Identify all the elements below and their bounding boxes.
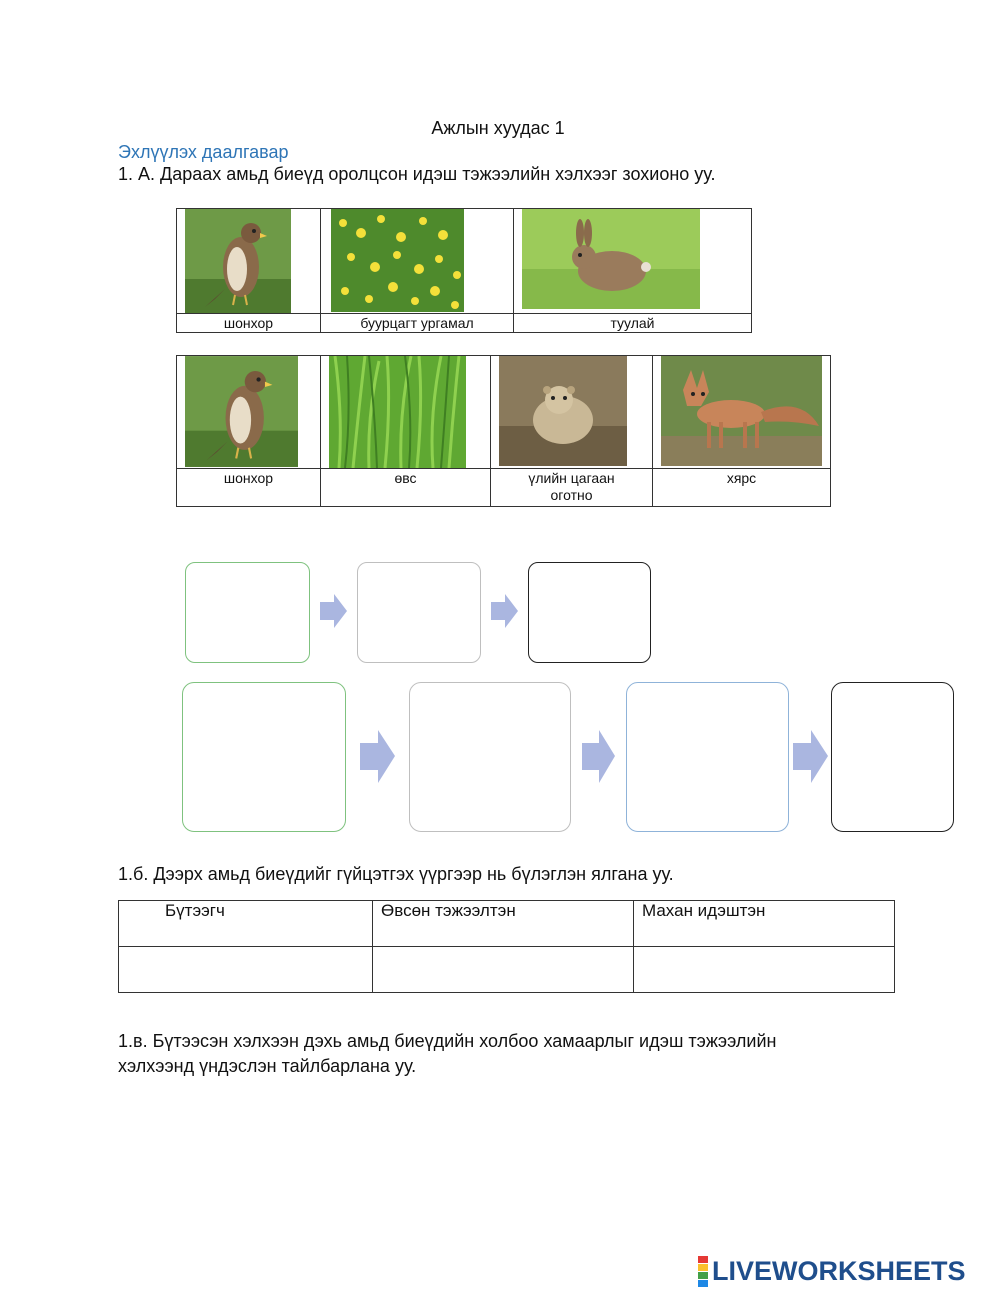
chain2-label-4: хярс xyxy=(653,469,831,507)
chain2-label-2: өвс xyxy=(321,469,491,507)
chain2-label-1: шонхор xyxy=(177,469,321,507)
fox-image xyxy=(661,356,822,466)
chain2-cell-3 xyxy=(491,356,653,469)
chain2-cell-2 xyxy=(321,356,491,469)
question-c-line2: хэлхээнд үндэслэн тайлбарлана уу. xyxy=(118,1056,417,1076)
vole-image xyxy=(499,356,627,466)
arrow-right-icon xyxy=(793,730,828,783)
arrow-right-icon xyxy=(582,730,615,783)
answer-carnivore[interactable] xyxy=(634,947,895,993)
header-carnivore: Махан идэштэн xyxy=(634,901,895,947)
logo-text: LIVEWORKSHEETS xyxy=(712,1255,966,1286)
chain1-cell-3 xyxy=(514,209,752,314)
grass-image xyxy=(329,356,466,468)
header-herbivore: Өвсөн тэжээлтэн xyxy=(373,901,634,947)
chain1-label-1: шонхор xyxy=(177,314,321,333)
chain1-table xyxy=(176,208,752,333)
question-a: 1. А. Дараах амьд биеүд оролцсон идэш тэжээлийн хэлхээг зохионо уу. xyxy=(118,164,716,184)
chain1-label-3: туулай xyxy=(514,314,752,333)
header-producer: Бүтээгч xyxy=(119,901,373,947)
chain1-answer-box-2[interactable] xyxy=(357,562,481,663)
chain1-answer-box-3[interactable] xyxy=(528,562,651,663)
falcon-image xyxy=(185,356,298,467)
chain2-answer-box-4[interactable] xyxy=(831,682,954,832)
falcon-image xyxy=(185,209,291,313)
answer-herbivore[interactable] xyxy=(373,947,634,993)
chain1-label-2: буурцагт ургамал xyxy=(321,314,514,333)
arrow-right-icon xyxy=(360,730,395,783)
arrow-right-icon xyxy=(491,594,518,628)
logo-blocks-icon xyxy=(698,1256,708,1287)
answer-producer[interactable] xyxy=(119,947,373,993)
question-b: 1.б. Дээрх амьд биеүдийг гүйцэтгэх үүргээр нь бүлэглэн ялгана уу. xyxy=(118,864,674,884)
page-title: Ажлын хуудас 1 xyxy=(431,118,565,138)
yellow-flowers-image xyxy=(331,209,464,312)
chain2-answer-box-1[interactable] xyxy=(182,682,346,832)
chain2-cell-1 xyxy=(177,356,321,469)
liveworksheets-logo xyxy=(698,1256,966,1286)
chain2-label-3-line1: үлийн цагаан xyxy=(528,470,615,486)
chain2-table xyxy=(176,355,831,507)
chain2-label-3 xyxy=(491,469,653,507)
question-c-line1: 1.в. Бүтээсэн хэлхээн дэхь амьд биеүдийн холбоо хамаарлыг идэш тэжээлийн xyxy=(118,1031,777,1051)
classification-table xyxy=(118,900,895,993)
chain2-label-3-line2: оготно xyxy=(550,487,593,503)
chain2-cell-4 xyxy=(653,356,831,469)
arrow-right-icon xyxy=(320,594,347,628)
chain1-answer-box-1[interactable] xyxy=(185,562,310,663)
chain1-cell-2 xyxy=(321,209,514,314)
rabbit-image xyxy=(522,209,700,309)
chain2-answer-box-3[interactable] xyxy=(626,682,789,832)
chain1-cell-1 xyxy=(177,209,321,314)
section-subtitle: Эхлүүлэх даалгавар xyxy=(118,142,289,162)
chain2-answer-box-2[interactable] xyxy=(409,682,571,832)
